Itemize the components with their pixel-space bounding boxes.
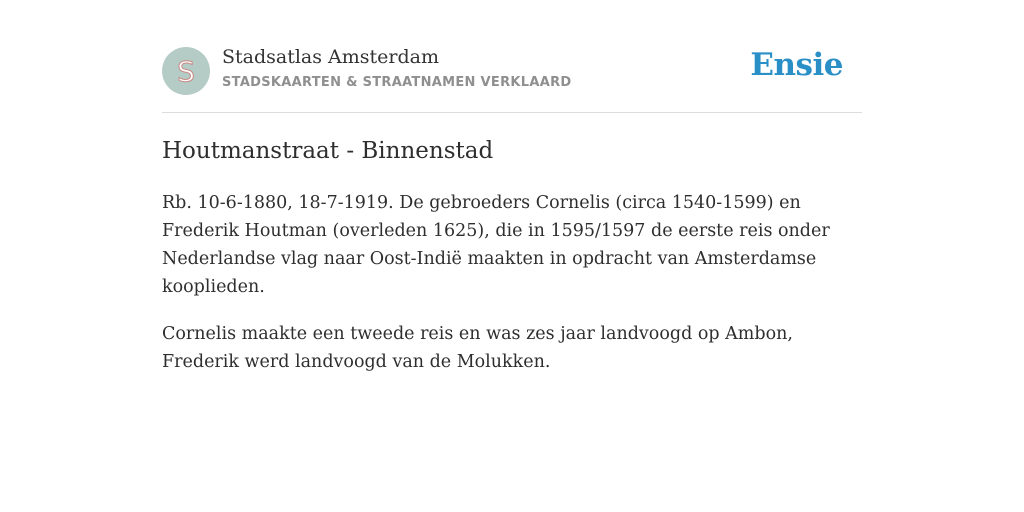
article-body <box>162 189 862 395</box>
article-title: Houtmanstraat - Binnenstad <box>162 138 494 164</box>
avatar-letter: S <box>177 55 195 88</box>
article-paragraph: Cornelis maakte een tweede reis en was zes jaar landvoogd op Ambon, Frederik werd landvoogd van de Molukken. <box>162 324 793 372</box>
source-avatar[interactable] <box>162 47 210 95</box>
page <box>162 0 862 372</box>
article-paragraph: Rb. 10-6-1880, 18-7-1919. De gebroeders Cornelis (circa 1540-1599) en Frederik Houtman (overleden 1625), die in 1595/1597 de eerste reis onder Nederlandse vlag naar Oost-Indië maakten in opdracht van Amsterdamse kooplieden. <box>162 193 830 297</box>
brand-logo[interactable]: Ensie <box>750 47 843 83</box>
source-title[interactable]: Stadsatlas Amsterdam <box>222 46 440 68</box>
source-subtitle: STADSKAARTEN & STRAATNAMEN VERKLAARD <box>222 75 572 90</box>
header <box>162 0 862 113</box>
